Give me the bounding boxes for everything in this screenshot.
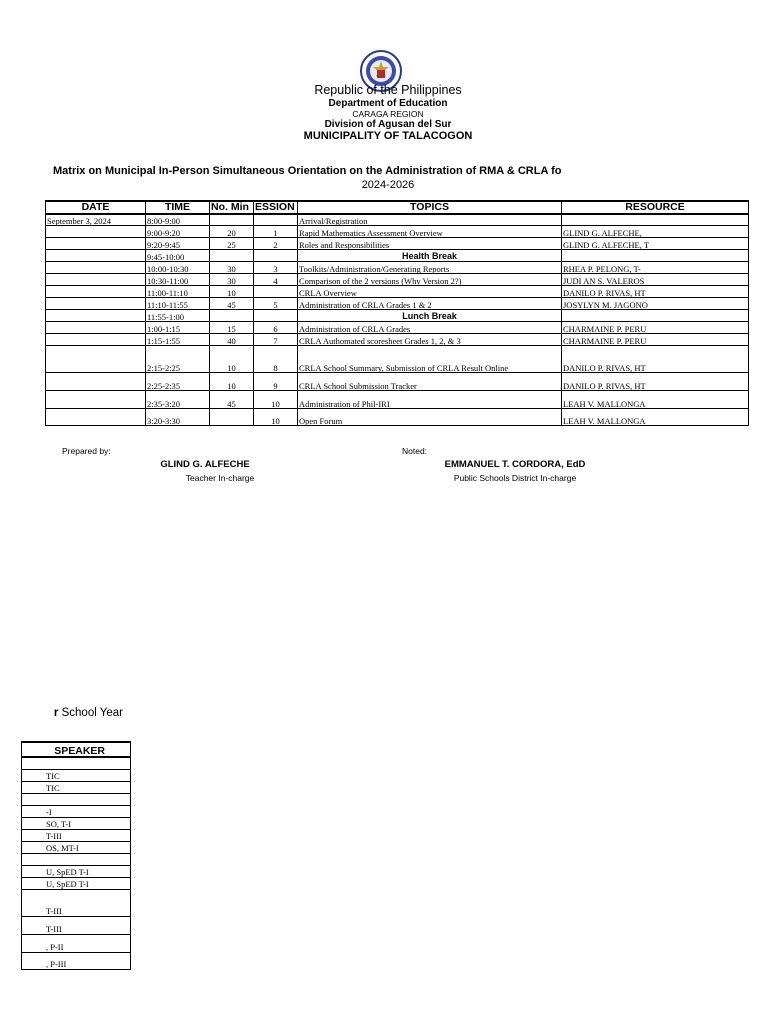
cell-topic: Comparison of the 2 versions (Why Version 2?) xyxy=(298,274,562,286)
overflow-cell-text: SO, T-I xyxy=(46,819,72,829)
cell-minutes: 20 xyxy=(210,226,254,238)
table-row xyxy=(46,274,749,286)
table-row xyxy=(46,226,749,238)
cell-speaker: DANILO P. RIVAS, HT xyxy=(562,286,749,298)
overflow-cell-text: U, SpED T-I xyxy=(46,867,89,877)
cell-minutes: 40 xyxy=(210,334,254,346)
cell-minutes: 25 xyxy=(210,238,254,250)
cell-date xyxy=(46,298,146,310)
overflow-cell xyxy=(22,841,131,853)
cell-topic: CRLA Authomated scoresheet Grades 1, 2, & 3 xyxy=(298,334,562,346)
cell-time: 8:00-9:00 xyxy=(146,214,210,226)
cell-session: 1 xyxy=(254,226,298,238)
table-row xyxy=(46,346,749,373)
cell-topic: Administration of Phil-IRI xyxy=(298,391,562,409)
cell-time: 11:00-11:10 xyxy=(146,286,210,298)
table-row xyxy=(46,391,749,409)
cell-time: 11:55-1:00 xyxy=(146,310,210,322)
overflow-row xyxy=(22,829,131,841)
cell-topic: Toolkits/Administration/Generating Reports xyxy=(298,262,562,274)
cell-speaker: GLIND G. ALFECHE, T xyxy=(562,238,749,250)
overflow-row xyxy=(22,817,131,829)
overflow-cell xyxy=(22,853,131,865)
overflow-cell-text: -I xyxy=(46,807,52,817)
overflow-row xyxy=(22,805,131,817)
department-heading: Department of Education xyxy=(328,98,448,109)
cell-time: 10:00-10:30 xyxy=(146,262,210,274)
republic-heading: Republic of the Philippines xyxy=(314,83,462,97)
cell-speaker: LEAH V. MALLONGA xyxy=(562,391,749,409)
cell-topic: Administration of CRLA Grades xyxy=(298,322,562,334)
overflow-row xyxy=(22,853,131,865)
overflow-cell xyxy=(22,865,131,877)
cell-time: 9:45-10:00 xyxy=(146,250,210,262)
overflow-cell-text: TIC xyxy=(46,783,60,793)
cell-date xyxy=(46,391,146,409)
cell-date xyxy=(46,322,146,334)
cell-time: 2:15-2:25 xyxy=(146,346,210,373)
cell-topic: Open Forum xyxy=(298,409,562,426)
table-row xyxy=(46,373,749,391)
cell-speaker: LEAH V. MALLONGA xyxy=(562,409,749,426)
cell-session: 5 xyxy=(254,298,298,310)
division-heading: Division of Agusan del Sur xyxy=(324,119,452,130)
cell-topic: Roles and Responsibilities xyxy=(298,238,562,250)
overflow-cell-text: , P-II xyxy=(46,942,64,952)
table-row xyxy=(46,298,749,310)
break-label: Health Break xyxy=(298,250,562,262)
cell-speaker: RHEA P. PELONG, T- xyxy=(562,262,749,274)
cell-session: 7 xyxy=(254,334,298,346)
overflow-row xyxy=(22,757,131,769)
title-overflow-fragment xyxy=(0,707,130,723)
overflow-cell-text: T-III xyxy=(46,906,62,916)
cell-date xyxy=(46,409,146,426)
cell-session: 3 xyxy=(254,262,298,274)
speaker-overflow-table xyxy=(21,741,131,970)
region-heading: CARAGA REGION xyxy=(352,109,424,119)
cell-topic: Arrival/Registration xyxy=(298,214,562,226)
overflow-cell xyxy=(22,769,131,781)
cell-session xyxy=(254,250,298,262)
cell-speaker xyxy=(562,214,749,226)
schedule-table-viewport xyxy=(45,200,685,432)
noted-by-role: Public Schools District In-charge xyxy=(453,473,577,483)
overflow-row xyxy=(22,877,131,889)
cell-minutes: 15 xyxy=(210,322,254,334)
cell-time: 1:00-1:15 xyxy=(146,322,210,334)
cell-speaker: GLIND G. ALFECHE, xyxy=(562,226,749,238)
school-year: 2024-2026 xyxy=(361,179,415,191)
cell-speaker: CHARMAINE P. PERU xyxy=(562,334,749,346)
cell-topic: Rapid Mathematics Assessment Overview xyxy=(298,226,562,238)
cell-time: 9:00-9:20 xyxy=(146,226,210,238)
cell-time: 1:15-1:55 xyxy=(146,334,210,346)
speaker-column-overflow xyxy=(45,741,131,975)
overflow-cell xyxy=(22,781,131,793)
col-header-minutes: No. Min xyxy=(210,201,254,214)
overflow-row xyxy=(22,781,131,793)
table-row xyxy=(46,238,749,250)
table-row xyxy=(46,310,749,322)
overflow-row xyxy=(22,916,131,934)
cell-session: 10 xyxy=(254,409,298,426)
cell-minutes xyxy=(210,250,254,262)
overflow-cell-text: T-III xyxy=(46,831,62,841)
cell-session: 2 xyxy=(254,238,298,250)
cell-time: 3:20-3:30 xyxy=(146,409,210,426)
cell-time: 2:25-2:35 xyxy=(146,373,210,391)
cell-minutes xyxy=(210,214,254,226)
overflow-cell xyxy=(22,952,131,969)
prepared-by-label: Prepared by: xyxy=(62,446,111,456)
cell-minutes xyxy=(210,409,254,426)
overflow-cell-text: U, SpED T-I xyxy=(46,879,89,889)
overflow-row xyxy=(22,952,131,969)
cell-session: 6 xyxy=(254,322,298,334)
cell-speaker xyxy=(562,310,749,322)
cell-session: 9 xyxy=(254,373,298,391)
cell-date xyxy=(46,262,146,274)
cell-session xyxy=(254,310,298,322)
col-header-date: DATE xyxy=(46,201,146,214)
title-overflow-bold: r xyxy=(53,707,59,719)
table-row xyxy=(46,262,749,274)
cell-speaker: CHARMAINE P. PERU xyxy=(562,322,749,334)
cell-topic: CRLA School Submission Tracker xyxy=(298,373,562,391)
cell-topic: CRLA School Summary, Submission of CRLA Result Online xyxy=(298,346,562,373)
noted-by-name: EMMANUEL T. CORDORA, EdD xyxy=(444,459,586,470)
overflow-row xyxy=(22,934,131,952)
cell-minutes: 10 xyxy=(210,373,254,391)
cell-time: 10:30-11:00 xyxy=(146,274,210,286)
cell-date xyxy=(46,226,146,238)
table-row xyxy=(46,286,749,298)
cell-topic: CRLA Overview xyxy=(298,286,562,298)
cell-date xyxy=(46,373,146,391)
cell-time: 2:35-3:20 xyxy=(146,391,210,409)
cell-session xyxy=(254,214,298,226)
cell-session: 10 xyxy=(254,391,298,409)
table-row xyxy=(46,322,749,334)
cell-speaker: DANILO P. RIVAS, HT xyxy=(562,346,749,373)
cell-session: 8 xyxy=(254,346,298,373)
cell-minutes xyxy=(210,310,254,322)
cell-date xyxy=(46,274,146,286)
col-header-resource-speaker: RESOURCE xyxy=(562,201,749,214)
overflow-cell xyxy=(22,793,131,805)
cell-date: September 3, 2024 xyxy=(46,214,146,226)
cell-speaker xyxy=(562,250,749,262)
overflow-cell-text: TIC xyxy=(46,771,60,781)
municipality-heading: MUNICIPALITY OF TALACOGON xyxy=(303,130,473,142)
overflow-cell-text: , P-III xyxy=(46,959,67,969)
col-header-topics: TOPICS xyxy=(298,201,562,214)
table-row xyxy=(46,334,749,346)
cell-date xyxy=(46,334,146,346)
cell-speaker: JOSYLYN M. JAGONO xyxy=(562,298,749,310)
cell-date xyxy=(46,310,146,322)
overflow-row xyxy=(22,793,131,805)
cell-minutes: 45 xyxy=(210,391,254,409)
prepared-by-role: Teacher In-charge xyxy=(185,473,255,483)
cell-date xyxy=(46,346,146,373)
cell-date xyxy=(46,238,146,250)
cell-speaker: JUDI AN S. VALEROS xyxy=(562,274,749,286)
cell-topic: Administration of CRLA Grades 1 & 2 xyxy=(298,298,562,310)
table-row xyxy=(46,250,749,262)
cell-date xyxy=(46,250,146,262)
break-label: Lunch Break xyxy=(298,310,562,322)
overflow-cell-text: OS, MT-I xyxy=(46,843,79,853)
cell-minutes: 10 xyxy=(210,286,254,298)
cell-date xyxy=(46,286,146,298)
cell-time: 9:20-9:45 xyxy=(146,238,210,250)
cell-minutes: 30 xyxy=(210,262,254,274)
schedule-table xyxy=(45,200,749,426)
overflow-cell xyxy=(22,757,131,769)
cell-speaker: DANILO P. RIVAS, HT xyxy=(562,373,749,391)
table-header-row xyxy=(46,201,749,214)
overflow-header-speaker: SPEAKER xyxy=(22,742,131,757)
col-header-time: TIME xyxy=(146,201,210,214)
overflow-row xyxy=(22,769,131,781)
overflow-cell xyxy=(22,889,131,916)
cell-session: 4 xyxy=(254,274,298,286)
document-title: Matrix on Municipal In-Person Simultaneous Orientation on the Administration of RMA & CRLA fo xyxy=(53,165,562,177)
overflow-cell xyxy=(22,817,131,829)
table-row xyxy=(46,409,749,426)
cell-time: 11:10-11:55 xyxy=(146,298,210,310)
overflow-cell-text: T-III xyxy=(46,924,62,934)
table-row xyxy=(46,214,749,226)
overflow-row xyxy=(22,889,131,916)
noted-label: Noted: xyxy=(402,446,428,456)
overflow-cell xyxy=(22,934,131,952)
cell-minutes: 30 xyxy=(210,274,254,286)
overflow-cell xyxy=(22,829,131,841)
overflow-cell xyxy=(22,877,131,889)
cell-session xyxy=(254,286,298,298)
overflow-cell xyxy=(22,916,131,934)
col-header-session: ESSION xyxy=(254,201,298,214)
title-overflow-text: School Year xyxy=(58,707,123,719)
cell-minutes: 10 xyxy=(210,346,254,373)
overflow-row xyxy=(22,865,131,877)
cell-minutes: 45 xyxy=(210,298,254,310)
overflow-row xyxy=(22,841,131,853)
overflow-cell xyxy=(22,805,131,817)
prepared-by-name: GLIND G. ALFECHE xyxy=(160,459,250,470)
